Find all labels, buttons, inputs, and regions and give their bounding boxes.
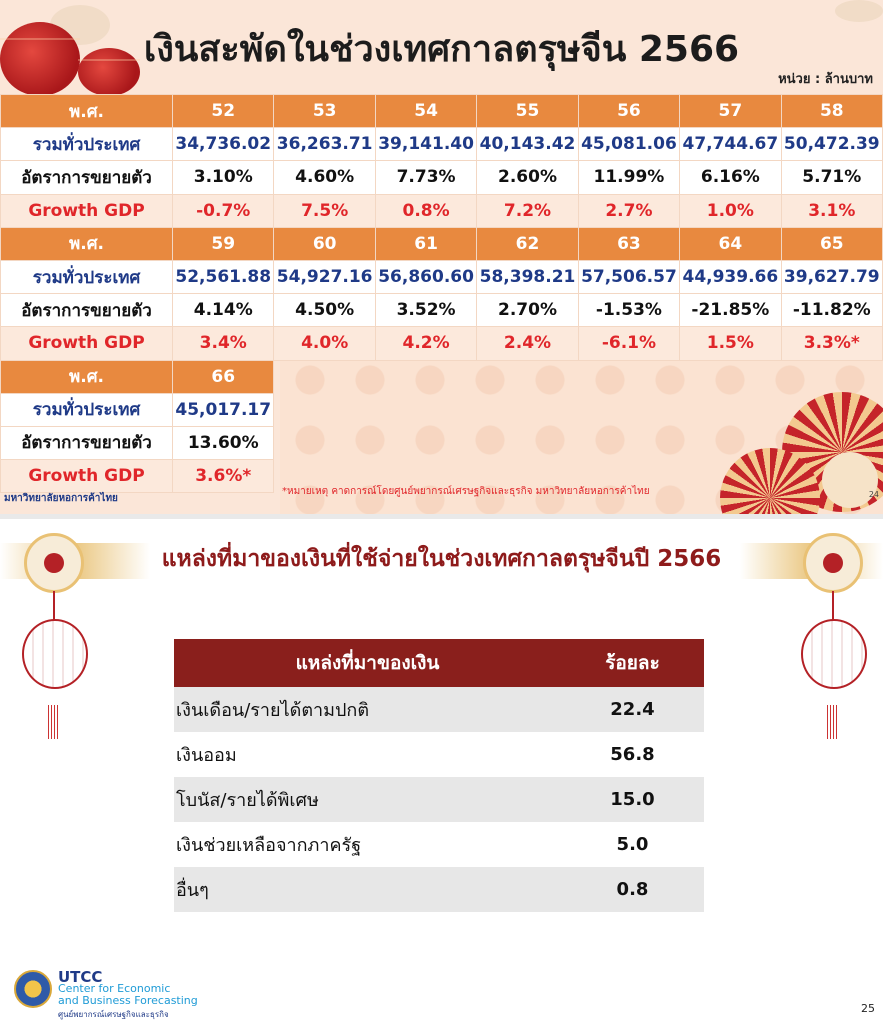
tassel-icon bbox=[48, 705, 60, 739]
row-label: พ.ศ. bbox=[1, 360, 173, 393]
value-cell: 3.3%* bbox=[781, 327, 882, 360]
value-cell: 60 bbox=[274, 227, 375, 260]
value-cell: 56,860.60 bbox=[375, 260, 476, 293]
column-header-source: แหล่งที่มาของเงิน bbox=[174, 639, 561, 687]
money-circulation-table bbox=[0, 94, 883, 493]
tassel-icon bbox=[827, 705, 839, 739]
slide-25 bbox=[0, 519, 883, 1024]
table-row bbox=[174, 867, 704, 912]
empty-cell bbox=[781, 426, 882, 459]
value-cell: 4.14% bbox=[173, 294, 274, 327]
brand-line-1: Center for Economic bbox=[58, 982, 171, 995]
value-cell: 57,506.57 bbox=[578, 260, 679, 293]
value-cell: 4.0% bbox=[274, 327, 375, 360]
percent-cell: 5.0 bbox=[616, 834, 649, 855]
value-cell: 50,472.39 bbox=[781, 128, 882, 161]
value-cell: 55 bbox=[477, 95, 578, 128]
value-cell: -0.7% bbox=[173, 194, 274, 227]
empty-cell bbox=[375, 426, 476, 459]
growth-row bbox=[1, 294, 883, 327]
lantern-icon bbox=[801, 619, 867, 689]
value-cell: 3.6%* bbox=[173, 460, 274, 493]
value-cell: 0.8% bbox=[375, 194, 476, 227]
row-label: อัตราการขยายตัว bbox=[1, 161, 173, 194]
value-cell: 2.4% bbox=[477, 327, 578, 360]
value-cell: 44,939.66 bbox=[680, 260, 781, 293]
value-cell: 34,736.02 bbox=[173, 128, 274, 161]
value-cell: 7.5% bbox=[274, 194, 375, 227]
cloud-decoration bbox=[835, 0, 883, 22]
source-cell: เงินช่วยเหลือจากภาครัฐ bbox=[176, 835, 362, 856]
value-cell: -6.1% bbox=[578, 327, 679, 360]
lantern-string bbox=[832, 591, 834, 621]
row-label: อัตราการขยายตัว bbox=[1, 294, 173, 327]
value-cell: 45,017.17 bbox=[173, 393, 274, 426]
brand-thai: ศูนย์พยากรณ์เศรษฐกิจและธุรกิจ bbox=[58, 1010, 169, 1019]
value-cell: 47,744.67 bbox=[680, 128, 781, 161]
source-cell: โบนัส/รายได้พิเศษ bbox=[174, 777, 561, 822]
value-cell: 3.1% bbox=[781, 194, 882, 227]
value-cell: 1.0% bbox=[680, 194, 781, 227]
empty-cell bbox=[375, 360, 476, 393]
value-cell: 66 bbox=[173, 360, 274, 393]
value-cell: 4.50% bbox=[274, 294, 375, 327]
empty-cell bbox=[781, 393, 882, 426]
brand-line-2: and Business Forecasting bbox=[58, 994, 198, 1007]
value-cell: 39,627.79 bbox=[781, 260, 882, 293]
empty-cell bbox=[477, 426, 578, 459]
value-cell: 4.60% bbox=[274, 161, 375, 194]
value-cell: 58,398.21 bbox=[477, 260, 578, 293]
row-label: รวมทั่วประเทศ bbox=[1, 393, 173, 426]
value-cell: 2.7% bbox=[578, 194, 679, 227]
percent-cell: 22.4 bbox=[561, 687, 704, 732]
row-label: รวมทั่วประเทศ bbox=[1, 260, 173, 293]
empty-cell bbox=[274, 426, 375, 459]
brand-name: UTCC bbox=[58, 968, 103, 986]
value-cell: -21.85% bbox=[680, 294, 781, 327]
value-cell: 6.16% bbox=[680, 161, 781, 194]
value-cell: 52,561.88 bbox=[173, 260, 274, 293]
value-cell: 1.5% bbox=[680, 327, 781, 360]
value-cell: 7.2% bbox=[477, 194, 578, 227]
empty-cell bbox=[578, 360, 679, 393]
growth-row bbox=[1, 426, 883, 459]
value-cell: 7.73% bbox=[375, 161, 476, 194]
source-cell: เงินออม bbox=[176, 745, 237, 766]
percent-cell: 0.8 bbox=[561, 867, 704, 912]
total-row bbox=[1, 260, 883, 293]
footnote: *หมายเหตุ คาดการณ์โดยศูนย์พยากรณ์เศรษฐกิจและธุรกิจ มหาวิทยาลัยหอการค้าไทย bbox=[282, 486, 650, 497]
value-cell: 2.70% bbox=[477, 294, 578, 327]
brand-subtitle bbox=[58, 983, 198, 1007]
value-cell: 64 bbox=[680, 227, 781, 260]
money-source-table bbox=[174, 639, 704, 912]
value-cell: 59 bbox=[173, 227, 274, 260]
lantern-string bbox=[53, 591, 55, 621]
page-title: เงินสะพัดในช่วงเทศกาลตรุษจีน 2566 bbox=[143, 29, 740, 70]
value-cell: 57 bbox=[680, 95, 781, 128]
value-cell: 54 bbox=[375, 95, 476, 128]
empty-cell bbox=[680, 393, 781, 426]
section-title: แหล่งที่มาของเงินที่ใช้จ่ายในช่วงเทศกาลตรุษจีนปี 2566 bbox=[161, 546, 722, 572]
value-cell: 40,143.42 bbox=[477, 128, 578, 161]
value-cell: 3.4% bbox=[173, 327, 274, 360]
value-cell: 65 bbox=[781, 227, 882, 260]
value-cell: 58 bbox=[781, 95, 882, 128]
lantern-icon bbox=[22, 619, 88, 689]
row-label: พ.ศ. bbox=[1, 95, 173, 128]
table-row bbox=[174, 777, 704, 822]
value-cell: 39,141.40 bbox=[375, 128, 476, 161]
empty-cell bbox=[274, 393, 375, 426]
year-row bbox=[1, 227, 883, 260]
university-name: มหาวิทยาลัยหอการค้าไทย bbox=[4, 493, 118, 504]
value-cell: 36,263.71 bbox=[274, 128, 375, 161]
column-header-percent: ร้อยละ bbox=[561, 639, 704, 687]
value-cell: 5.71% bbox=[781, 161, 882, 194]
source-cell: อื่นๆ bbox=[174, 867, 561, 912]
percent-cell: 56.8 bbox=[610, 744, 655, 765]
value-cell: 53 bbox=[274, 95, 375, 128]
empty-cell bbox=[781, 460, 882, 493]
value-cell: 54,927.16 bbox=[274, 260, 375, 293]
percent-cell: 15.0 bbox=[561, 777, 704, 822]
total-row bbox=[1, 393, 883, 426]
value-cell: 3.52% bbox=[375, 294, 476, 327]
unit-label: หน่วย : ล้านบาท bbox=[778, 72, 873, 87]
value-cell: 62 bbox=[477, 227, 578, 260]
row-label: อัตราการขยายตัว bbox=[1, 426, 173, 459]
empty-cell bbox=[680, 460, 781, 493]
value-cell: -11.82% bbox=[781, 294, 882, 327]
value-cell: 52 bbox=[173, 95, 274, 128]
row-label: พ.ศ. bbox=[1, 227, 173, 260]
empty-cell bbox=[680, 360, 781, 393]
value-cell: 45,081.06 bbox=[578, 128, 679, 161]
value-cell: 11.99% bbox=[578, 161, 679, 194]
empty-cell bbox=[477, 360, 578, 393]
row-label: Growth GDP bbox=[1, 194, 173, 227]
gdp-row bbox=[1, 327, 883, 360]
source-cell: เงินเดือน/รายได้ตามปกติ bbox=[174, 687, 561, 732]
page-number: 24 bbox=[868, 490, 879, 499]
value-cell: 3.10% bbox=[173, 161, 274, 194]
value-cell: 13.60% bbox=[173, 426, 274, 459]
gdp-row bbox=[1, 194, 883, 227]
table-row bbox=[174, 687, 704, 732]
empty-cell bbox=[680, 426, 781, 459]
total-row bbox=[1, 128, 883, 161]
value-cell: 2.60% bbox=[477, 161, 578, 194]
empty-cell bbox=[477, 393, 578, 426]
empty-cell bbox=[578, 426, 679, 459]
value-cell: 56 bbox=[578, 95, 679, 128]
year-row bbox=[1, 95, 883, 128]
empty-cell bbox=[375, 393, 476, 426]
page-number: 25 bbox=[861, 1002, 875, 1015]
empty-cell bbox=[781, 360, 882, 393]
year-row bbox=[1, 360, 883, 393]
row-label: Growth GDP bbox=[1, 327, 173, 360]
table-row bbox=[174, 822, 704, 867]
value-cell: 4.2% bbox=[375, 327, 476, 360]
table-row bbox=[174, 732, 704, 777]
empty-cell bbox=[578, 393, 679, 426]
row-label: รวมทั่วประเทศ bbox=[1, 128, 173, 161]
empty-cell bbox=[274, 360, 375, 393]
growth-row bbox=[1, 161, 883, 194]
utcc-logo-icon bbox=[14, 970, 52, 1008]
value-cell: 63 bbox=[578, 227, 679, 260]
value-cell: 61 bbox=[375, 227, 476, 260]
row-label: Growth GDP bbox=[1, 460, 173, 493]
value-cell: -1.53% bbox=[578, 294, 679, 327]
